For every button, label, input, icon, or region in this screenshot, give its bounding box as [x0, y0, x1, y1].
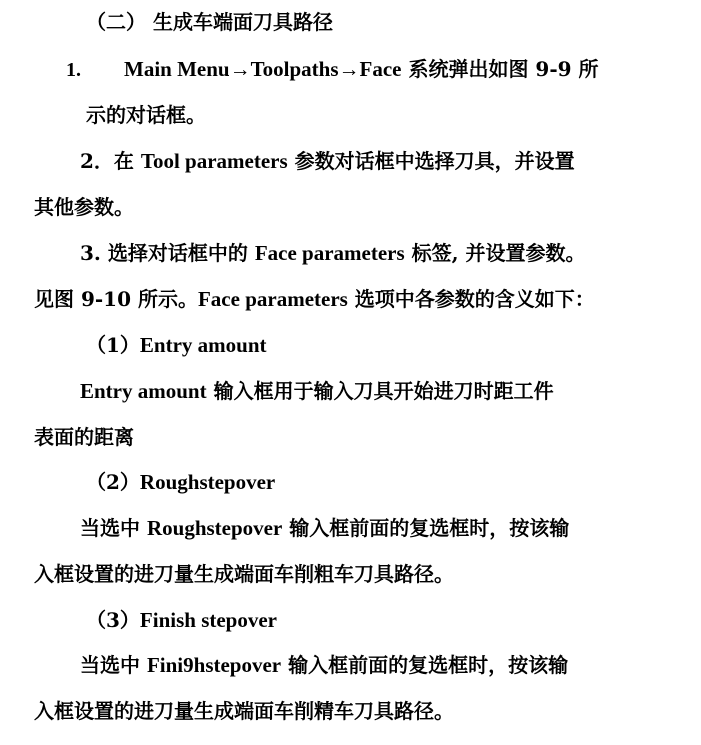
item3-desc-a: 当选中 — [80, 653, 147, 677]
item1-term: Entry amount — [139, 333, 267, 357]
item1-label — [86, 333, 267, 357]
para3-line1 — [80, 241, 586, 265]
para3-line2 — [34, 287, 595, 311]
item2-desc-term: Roughstepover — [146, 516, 283, 540]
item2-desc-line1 — [80, 516, 569, 540]
item2-term: Roughstepover — [139, 470, 276, 494]
item3-desc-b: 输入框前面的复选框时，按该输 — [281, 653, 569, 677]
item3-label — [86, 608, 277, 632]
item3-number: （3） — [86, 608, 140, 632]
item2-desc-b: 输入框前面的复选框时，按该输 — [282, 516, 570, 540]
tool-parameters-term: Tool parameters — [140, 149, 288, 173]
para2-line1-b: 参数对话框中选择刀具，并设置 — [287, 149, 575, 173]
para3-line2-a: 见图 9-10 所示。 — [34, 287, 198, 311]
face-parameters-term: Face parameters — [254, 241, 405, 265]
section-heading: （二） 生成车端面刀具路径 — [86, 10, 333, 34]
para2-line1 — [80, 149, 575, 173]
item1-desc-term: Entry amount — [80, 379, 207, 403]
para1-line1 — [66, 57, 599, 81]
menu-path: Main Menu→Toolpaths→Face — [124, 57, 402, 81]
para2-line1-a: 2．在 — [80, 149, 141, 173]
item1-desc-line2: 表面的距离 — [34, 425, 134, 449]
item3-term: Finish stepover — [139, 608, 278, 632]
item3-desc-line1 — [80, 653, 568, 677]
item1-desc-line1 — [80, 379, 554, 403]
item2-desc-a: 当选中 — [80, 516, 147, 540]
item2-desc-line2: 入框设置的进刀量生成端面车削粗车刀具路径。 — [34, 562, 454, 586]
item3-desc-term: Fini9hstepover — [146, 653, 282, 677]
item3-desc-line2: 入框设置的进刀量生成端面车削精车刀具路径。 — [34, 699, 454, 723]
para1-line2: 示的对话框。 — [86, 103, 206, 127]
para3-line1-a: 3. 选择对话框中的 — [80, 241, 255, 265]
face-parameters-term-2: Face parameters — [197, 287, 348, 311]
item1-desc-text: 输入框用于输入刀具开始进刀时距工件 — [206, 379, 554, 403]
para2-line2: 其他参数。 — [34, 195, 134, 219]
para3-line2-b: 选项中各参数的含义如下： — [347, 287, 595, 311]
para1-number: 1. — [66, 59, 81, 81]
item1-number: （1） — [86, 333, 140, 357]
item2-number: （2） — [86, 470, 140, 494]
para3-line1-b: 标签, 并设置参数。 — [404, 241, 586, 265]
item2-label — [86, 470, 275, 494]
para1-line1-text: 系统弹出如图 9-9 所 — [401, 57, 599, 81]
